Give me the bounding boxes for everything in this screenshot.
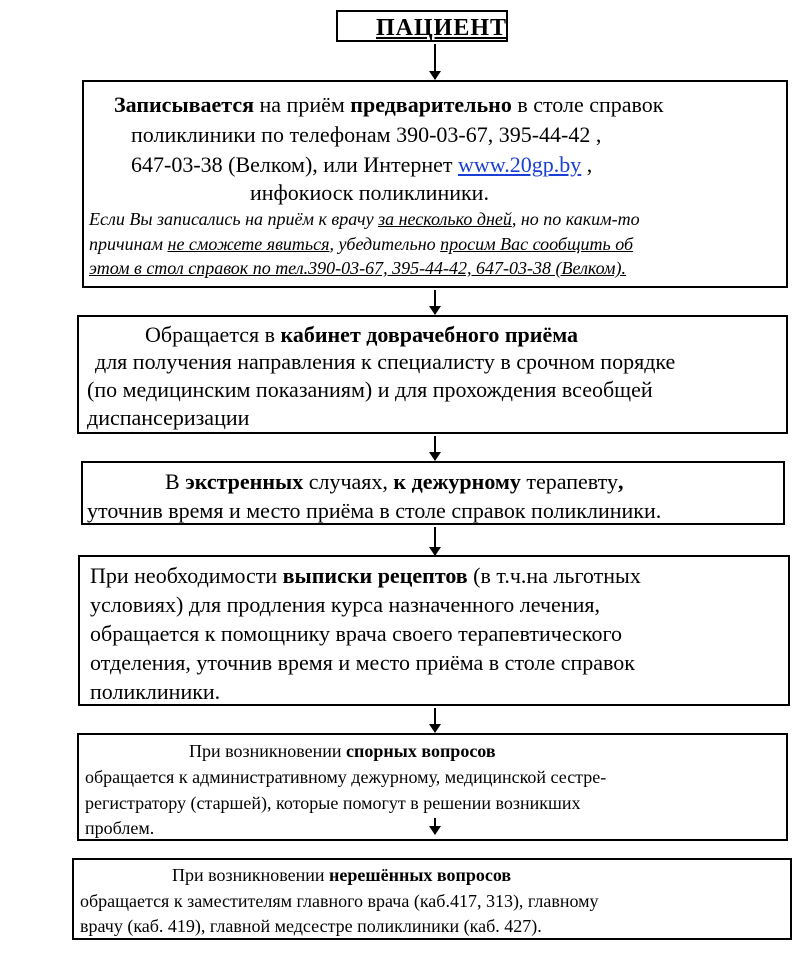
website-link[interactable]: www.20gp.by <box>458 152 582 177</box>
text-segment: нерешённых вопросов <box>329 865 512 885</box>
arrow-down-icon <box>434 44 436 79</box>
text-segment: спорных вопросов <box>346 741 496 761</box>
text-segment: поликлиники. <box>90 679 221 704</box>
text-segment: Обращается в <box>145 322 281 347</box>
step-line <box>87 379 653 401</box>
page-title: ПАЦИЕНТ <box>376 15 508 41</box>
text-segment: отделения, уточнив время и место приёма в столе справок <box>90 650 635 675</box>
text-segment: , <box>617 469 624 494</box>
text-segment: врачу (каб. 419), главной медсестре поликлиники (каб. 427). <box>80 916 542 936</box>
text-segment: случаях, <box>303 469 394 494</box>
text-segment: этом в стол справок по тел.390-03-67, 395-44-42, 647-03-38 (Велком). <box>89 258 626 278</box>
step-line <box>165 471 623 493</box>
text-segment: обращается к административному дежурному, медицинской сестре- <box>85 767 607 787</box>
step-line <box>80 892 599 910</box>
step-line <box>85 794 581 812</box>
text-segment: кабинет доврачебного приёма <box>280 322 579 347</box>
text-segment: на приём <box>254 92 351 117</box>
step-note-line <box>89 235 633 253</box>
step-prescription-box <box>78 555 790 706</box>
text-segment: не сможете явиться <box>167 234 330 254</box>
arrow-down-icon <box>434 818 436 834</box>
step-unresolved-box <box>72 858 792 940</box>
step-line <box>172 866 511 884</box>
step-line <box>87 500 661 522</box>
text-segment: 647-03-38 (Велком), или Интернет <box>131 152 459 177</box>
step-appointment-box <box>82 80 788 288</box>
step-line <box>114 94 664 116</box>
step-line <box>85 768 606 786</box>
step-line <box>131 124 601 146</box>
text-segment: , <box>581 152 593 177</box>
text-segment: При необходимости <box>90 563 283 588</box>
text-segment: обращается к помощнику врача своего терапевтического <box>90 621 622 646</box>
step-line <box>80 917 542 935</box>
text-segment: (по медицинским показаниям) и для прохождения всеобщей <box>87 377 653 402</box>
text-segment: поликлиники по телефонам 390-03-67, 395-44-42 , <box>131 122 602 147</box>
text-segment: проблем. <box>85 818 155 838</box>
text-segment: к дежурному <box>393 469 521 494</box>
step-line <box>87 407 249 429</box>
step-line <box>90 565 641 587</box>
step-line <box>95 351 675 373</box>
text-segment: , но по каким-то <box>511 209 640 229</box>
text-segment: (в т.ч.на льготных <box>467 563 641 588</box>
text-segment: , убедительно <box>329 234 441 254</box>
step-line <box>85 819 154 837</box>
arrow-down-icon <box>434 290 436 314</box>
arrow-down-icon <box>434 527 436 555</box>
text-segment: за несколько дней <box>378 209 512 229</box>
text-segment: выписки рецептов <box>282 563 468 588</box>
step-line <box>145 324 578 346</box>
text-segment: предварительно <box>350 92 512 117</box>
text-segment: причинам <box>89 234 168 254</box>
step-line <box>189 742 496 760</box>
text-segment: Если Вы записались на приём к врачу <box>89 209 379 229</box>
text-segment: Записывается <box>114 92 255 117</box>
text-segment: При возникновении <box>172 865 330 885</box>
step-line <box>90 594 600 616</box>
text-segment: регистратору (старшей), которые помогут в решении возникших <box>85 793 581 813</box>
step-prephysician-box <box>77 315 788 434</box>
step-line <box>131 154 592 176</box>
text-segment: уточнив время и место приёма в столе справок поликлиники. <box>87 498 662 523</box>
text-segment: просим Вас сообщить об <box>440 234 634 254</box>
text-segment: терапевту <box>520 469 618 494</box>
text-segment: обращается к заместителям главного врача (каб.417, 313), главному <box>80 891 599 911</box>
title-box <box>336 10 508 42</box>
step-note-line <box>89 210 640 228</box>
step-disputes-box <box>77 733 788 841</box>
step-note-line <box>89 259 626 277</box>
arrow-down-icon <box>434 708 436 732</box>
text-segment: экстренных <box>185 469 304 494</box>
text-segment: для получения направления к специалисту в срочном порядке <box>95 349 676 374</box>
step-line <box>90 681 220 703</box>
text-segment: диспансеризации <box>87 405 250 430</box>
text-segment: В <box>165 469 186 494</box>
step-line <box>250 182 489 204</box>
step-line <box>90 652 635 674</box>
arrow-down-icon <box>434 436 436 460</box>
step-line <box>90 623 622 645</box>
step-emergency-box <box>81 461 785 525</box>
text-segment: в столе справок <box>511 92 664 117</box>
text-segment: условиях) для продления курса назначенного лечения, <box>90 592 600 617</box>
text-segment: инфокиоск поликлиники. <box>250 180 489 205</box>
text-segment: При возникновении <box>189 741 347 761</box>
